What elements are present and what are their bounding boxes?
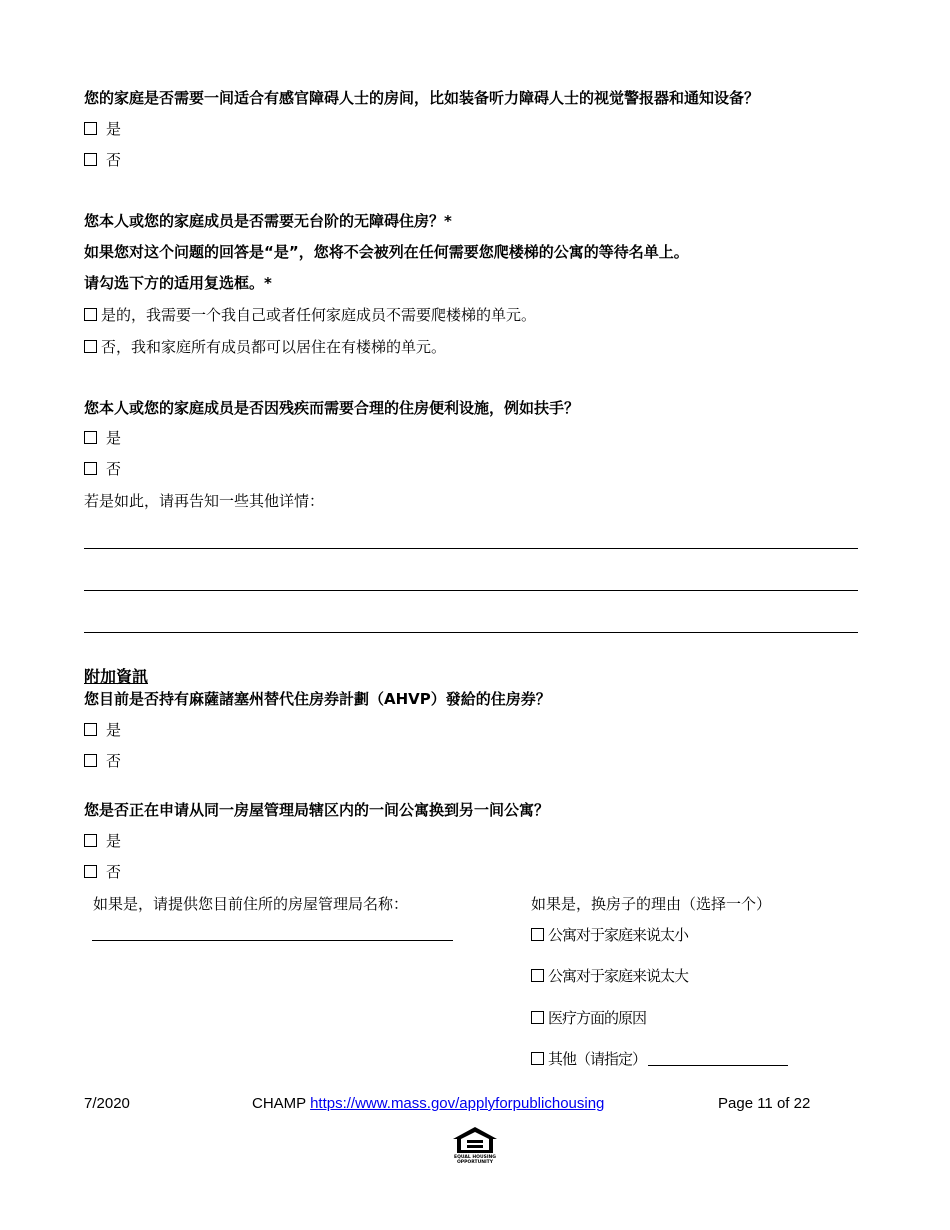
ahvp-question: 您目前是否持有麻薩諸塞州替代住房券計劃（AHVP）發給的住房券？	[84, 690, 551, 708]
additional-info-header: 附加資訊	[84, 667, 149, 686]
ahvp-yes-option[interactable]	[84, 719, 121, 740]
details-line[interactable]	[84, 548, 858, 549]
accommodation-no-option[interactable]	[84, 458, 121, 479]
reason-prompt: 如果是，换房子的理由（选择一个）	[531, 895, 772, 913]
checkbox[interactable]	[84, 153, 97, 166]
stairs-yes-option[interactable]	[84, 304, 536, 325]
option-label: 是	[106, 832, 122, 850]
footer-date: 7/2020	[84, 1095, 130, 1112]
authority-name-line[interactable]	[92, 940, 453, 941]
checkbox[interactable]	[84, 723, 97, 736]
checkbox[interactable]	[531, 969, 544, 982]
option-label: 公寓对于家庭来说太小	[548, 926, 689, 944]
checkbox[interactable]	[531, 1011, 544, 1024]
equal-housing-icon	[451, 1125, 499, 1165]
stairs-instruction: 请勾选下方的适用复选框。*	[84, 274, 272, 292]
accommodation-question: 您本人或您的家庭成员是否因残疾而需要合理的住房便利设施，例如扶手？	[84, 399, 580, 417]
details-prompt: 若是如此，请再告知一些其他详情：	[84, 492, 325, 510]
stairs-question: 您本人或您的家庭成员是否需要无台阶的无障碍住房？*	[84, 212, 452, 230]
details-line[interactable]	[84, 632, 858, 633]
option-label: 是	[106, 120, 122, 138]
page-number: Page 11 of 22	[718, 1095, 811, 1112]
transfer-question: 您是否正在申请从同一房屋管理局辖区内的一间公寓换到另一间公寓？	[84, 801, 550, 819]
reason-too-small-option[interactable]	[531, 924, 688, 945]
sensory-yes-option[interactable]	[84, 118, 121, 139]
sensory-no-option[interactable]	[84, 149, 121, 170]
stairs-no-option[interactable]	[84, 336, 446, 357]
stairs-note: 如果您对这个问题的回答是“是”，您将不会被列在任何需要您爬楼梯的公寓的等待名单上。	[84, 243, 689, 261]
checkbox[interactable]	[84, 754, 97, 767]
accommodation-yes-option[interactable]	[84, 427, 121, 448]
authority-prompt: 如果是，请提供您目前住所的房屋管理局名称：	[93, 895, 409, 913]
checkbox[interactable]	[84, 431, 97, 444]
reason-too-large-option[interactable]	[531, 965, 688, 986]
transfer-no-option[interactable]	[84, 861, 121, 882]
equal-housing-logo	[451, 1125, 499, 1169]
checkbox[interactable]	[531, 1052, 544, 1065]
option-label: 否	[106, 752, 122, 770]
option-label: 是	[106, 429, 122, 447]
checkbox[interactable]	[84, 834, 97, 847]
logo-text-line: OPPORTUNITY	[456, 1160, 494, 1165]
option-label: 是的，我需要一个我自己或者任何家庭成员不需要爬楼梯的单元。	[101, 306, 537, 324]
footer-program	[252, 1095, 604, 1112]
option-label: 公寓对于家庭来说太大	[548, 967, 689, 985]
option-label: 否	[106, 151, 122, 169]
apply-link[interactable]: https://www.mass.gov/applyforpublichousing	[310, 1095, 605, 1112]
reason-other-option[interactable]	[531, 1048, 788, 1069]
sensory-question: 您的家庭是否需要一间适合有感官障碍人士的房间，比如装备听力障碍人士的视觉警报器和通知设备？	[84, 89, 760, 107]
other-specify-line[interactable]	[648, 1065, 788, 1066]
checkbox[interactable]	[84, 462, 97, 475]
program-name: CHAMP	[252, 1095, 306, 1112]
checkbox[interactable]	[84, 308, 97, 321]
option-label: 其他（请指定）	[548, 1050, 647, 1068]
option-label: 否	[106, 460, 122, 478]
option-label: 否	[106, 863, 122, 881]
checkbox[interactable]	[84, 340, 97, 353]
checkbox[interactable]	[84, 865, 97, 878]
option-label: 是	[106, 721, 122, 739]
checkbox[interactable]	[84, 122, 97, 135]
option-label: 否，我和家庭所有成员都可以居住在有楼梯的单元。	[101, 338, 447, 356]
option-label: 医疗方面的原因	[548, 1009, 647, 1027]
reason-medical-option[interactable]	[531, 1007, 646, 1028]
details-line[interactable]	[84, 590, 858, 591]
ahvp-no-option[interactable]	[84, 750, 121, 771]
logo-text-line: EQUAL HOUSING	[454, 1155, 496, 1160]
checkbox[interactable]	[531, 928, 544, 941]
transfer-yes-option[interactable]	[84, 830, 121, 851]
